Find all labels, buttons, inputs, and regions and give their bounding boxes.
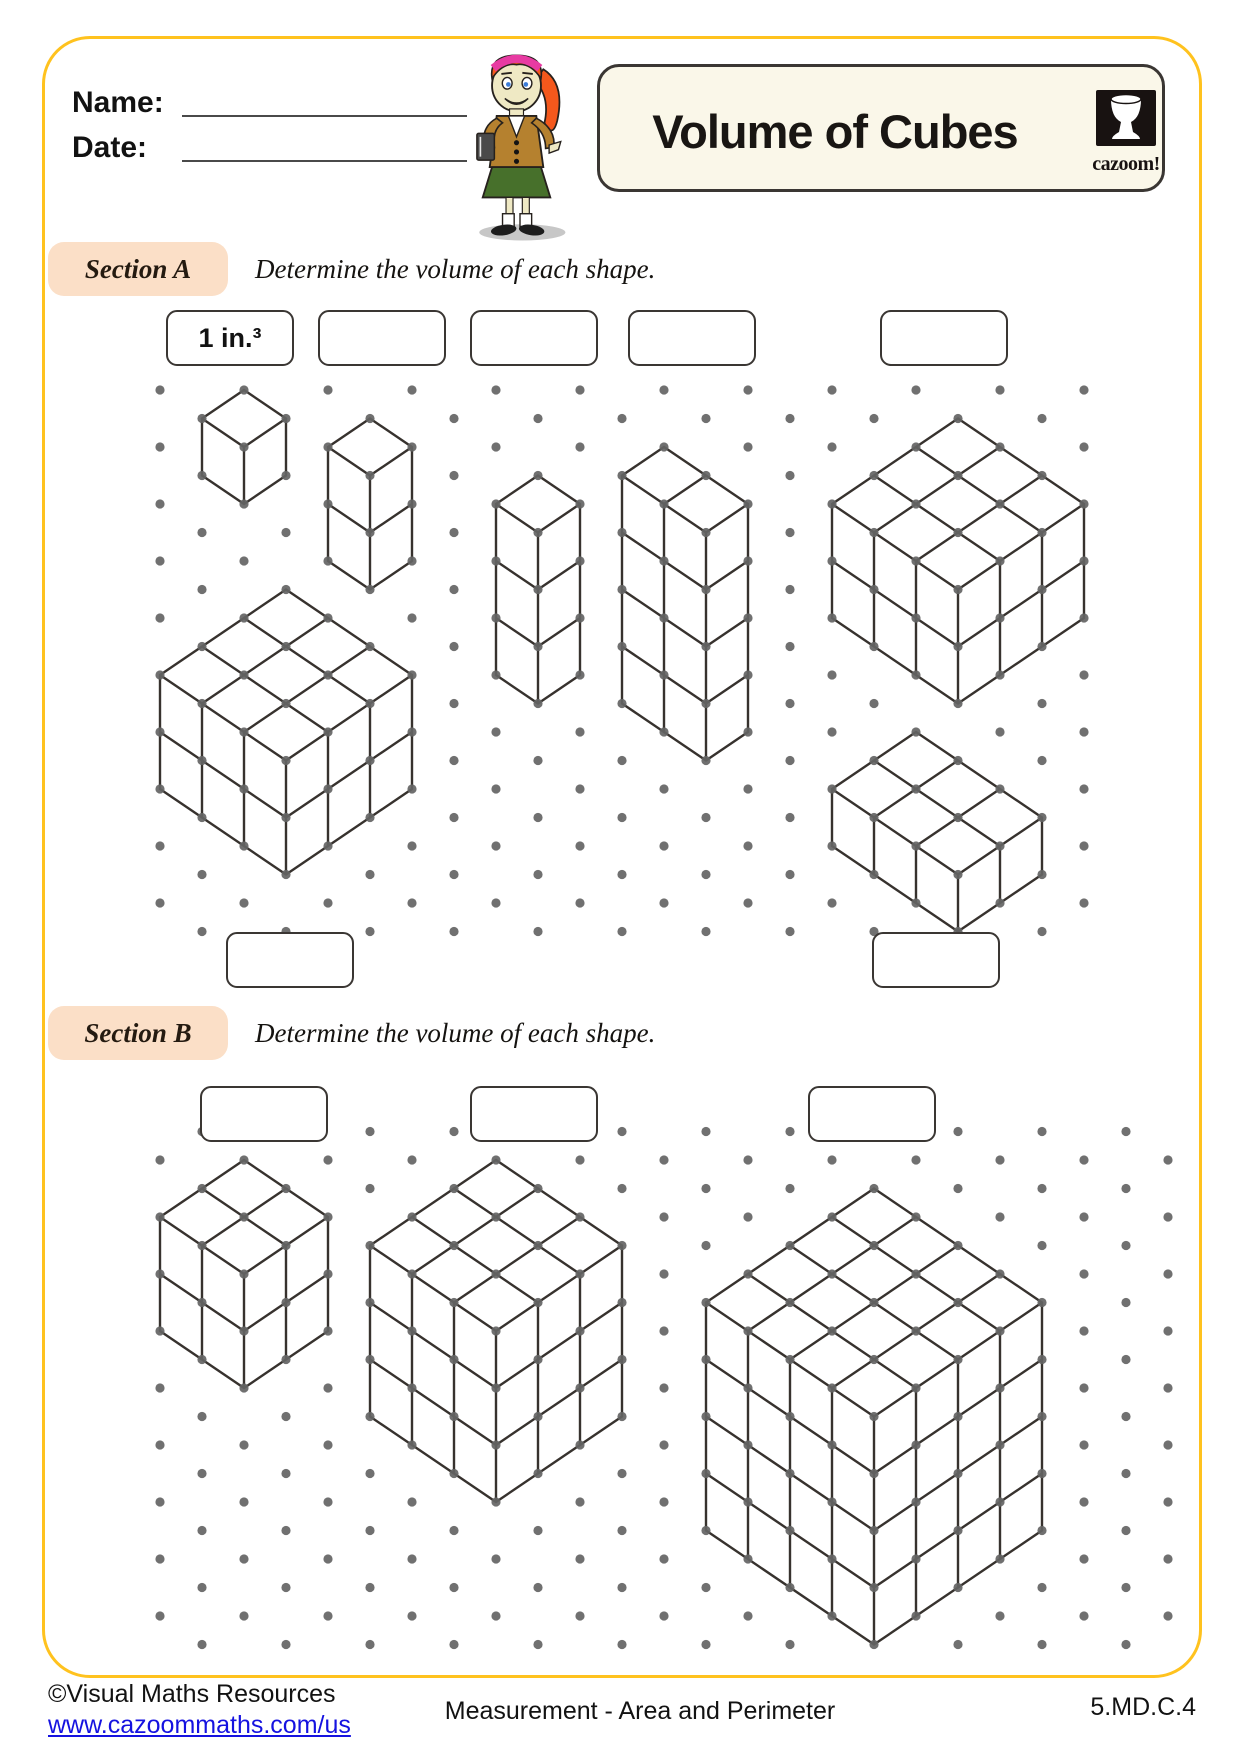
footer-standard-code: 5.MD.C.4: [1090, 1693, 1196, 1721]
answer-box[interactable]: [880, 310, 1008, 366]
section-b-pill: Section B: [48, 1006, 228, 1060]
section-b-instruction: Determine the volume of each shape.: [255, 1018, 656, 1048]
brand-logo: [1086, 89, 1166, 176]
section-a-instruction: Determine the volume of each shape.: [255, 254, 656, 284]
footer-topic: Measurement - Area and Perimeter: [444, 1697, 836, 1725]
mascot-girl-icon: [450, 46, 590, 244]
answer-box[interactable]: [808, 1086, 936, 1142]
answer-box[interactable]: [470, 1086, 598, 1142]
answer-box[interactable]: [318, 310, 446, 366]
name-input-line[interactable]: [182, 115, 467, 117]
date-label: Date:: [72, 131, 148, 164]
answer-box[interactable]: [872, 932, 1000, 988]
footer-copyright: ©Visual Maths Resources: [48, 1680, 336, 1708]
cazoom-drum-icon: [1095, 89, 1157, 147]
answer-box[interactable]: [200, 1086, 328, 1142]
date-input-line[interactable]: [182, 160, 467, 162]
section-a-pill: Section A: [48, 242, 228, 296]
answer-box[interactable]: [628, 310, 756, 366]
footer-website-link[interactable]: www.cazoommaths.com/us: [48, 1711, 351, 1739]
brand-name: cazoom!: [1092, 153, 1160, 175]
page-title: Volume of Cubes: [652, 104, 1018, 158]
name-label: Name:: [72, 86, 164, 119]
title-panel: [597, 64, 1165, 192]
answer-box[interactable]: [470, 310, 598, 366]
answer-box[interactable]: 1 in.³: [166, 310, 294, 366]
answer-box[interactable]: [226, 932, 354, 988]
mascot-girl-illustration: [450, 46, 590, 244]
